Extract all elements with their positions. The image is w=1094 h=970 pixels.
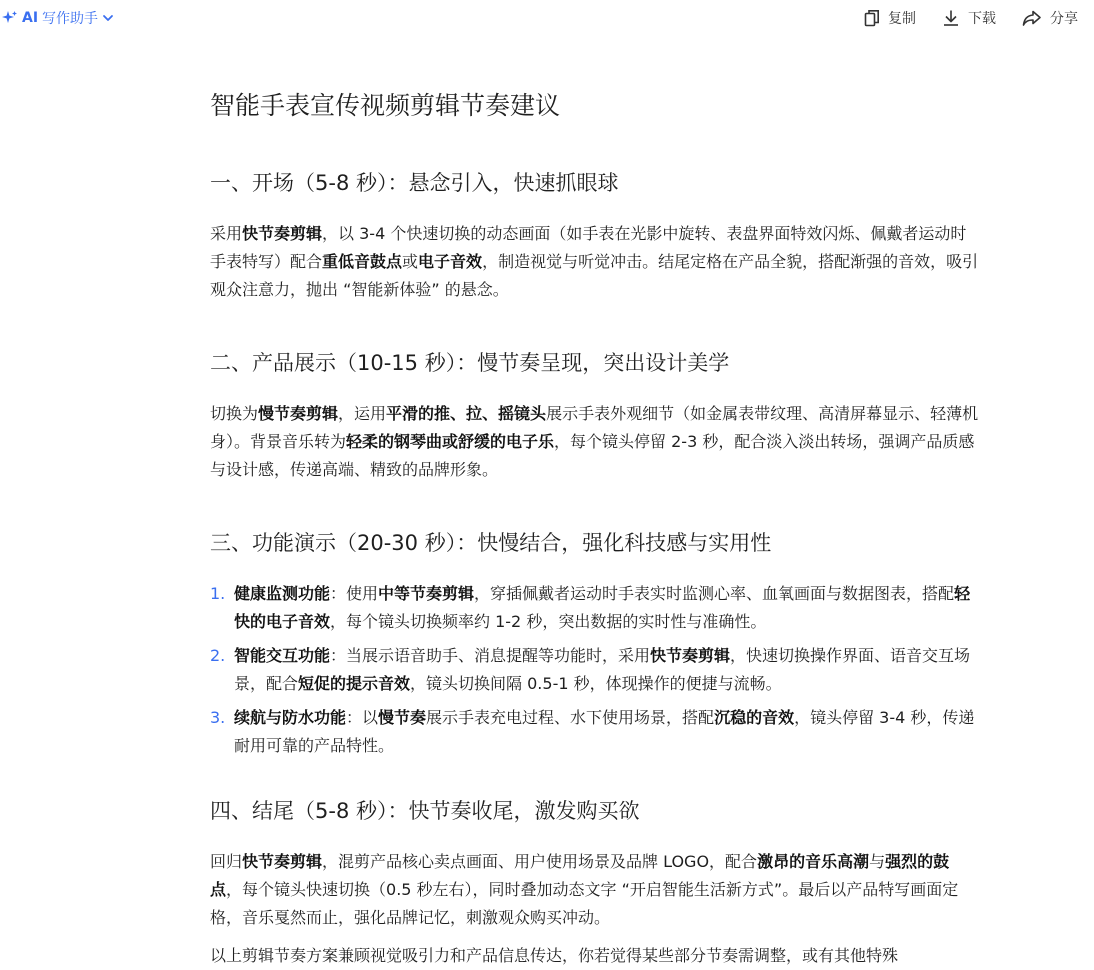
copy-icon	[864, 9, 880, 27]
text-run: 或	[402, 252, 419, 271]
bold-text: 电子音效	[418, 252, 483, 271]
text-run: 回归	[210, 852, 243, 871]
document-body	[210, 88, 980, 970]
text-run: 切换为	[210, 404, 259, 423]
bold-text: 短促的提示音效	[298, 674, 411, 693]
share-label: 分享	[1050, 11, 1078, 27]
copy-label: 复制	[888, 11, 916, 27]
text-run: ，混剪产品核心卖点画面、用户使用场景及品牌 LOGO，配合	[322, 852, 758, 871]
list-number: 1.	[210, 584, 226, 603]
bold-text: 激昂的音乐高潮	[757, 852, 870, 871]
text-run: ：使用	[330, 584, 379, 603]
top-toolbar	[0, 0, 1094, 38]
text-run: ：当展示语音助手、消息提醒等功能时，采用	[330, 646, 651, 665]
document-sections	[210, 168, 980, 932]
bold-text: 轻快的电子音效	[234, 584, 971, 631]
bold-text: 强烈的鼓点	[210, 852, 950, 899]
numbered-list	[210, 580, 980, 760]
download-button[interactable]	[942, 8, 996, 28]
text-run: 展示手表充电过程、水下使用场景，搭配	[426, 708, 715, 727]
text-run: 展示手表外观细节（如金属表带纹理、高清屏幕显示、轻薄机身）。背景音乐转为	[210, 404, 979, 451]
text-run: ，制造视觉与听觉冲击。结尾定格在产品全貌，搭配渐强的音效，吸引观众注意力，抛出 “智能新体验” 的悬念。	[210, 252, 979, 299]
bold-text: 慢节奏	[378, 708, 427, 727]
download-label: 下载	[968, 11, 996, 27]
bold-text: 重低音鼓点	[322, 252, 403, 271]
section-paragraph	[210, 220, 980, 304]
bold-text: 平滑的推、拉、摇镜头	[386, 404, 547, 423]
section-heading: 一、开场（5-8 秒）：悬念引入，快速抓眼球	[210, 171, 619, 195]
list-item	[210, 704, 980, 760]
text-run: ，每个镜头切换频率约 1-2 秒，突出数据的实时性与准确性。	[330, 612, 767, 631]
list-number: 3.	[210, 708, 226, 727]
text-run: ：以	[346, 708, 379, 727]
section-paragraph	[210, 400, 980, 484]
text-run: ，每个镜头停留 2-3 秒，配合淡入淡出转场，强调产品质感与设计感，传递高端、精致的品牌形象。	[210, 432, 975, 479]
bold-text: 快节奏剪辑	[242, 852, 323, 871]
document-title: 智能手表宣传视频剪辑节奏建议	[210, 91, 561, 120]
section-heading: 三、功能演示（20-30 秒）：快慢结合，强化科技感与实用性	[210, 531, 772, 555]
list-item	[210, 642, 980, 698]
download-icon	[942, 9, 960, 27]
text-run: ，穿插佩戴者运动时手表实时监测心率、血氧画面与数据图表，搭配	[474, 584, 955, 603]
bold-text: 健康监测功能	[234, 584, 331, 603]
section-heading: 四、结尾（5-8 秒）：快节奏收尾，激发购买欲	[210, 799, 640, 823]
ai-sub-label: 写作助手	[42, 11, 99, 27]
chevron-down-icon	[102, 12, 114, 24]
text-run: ，镜头切换间隔 0.5-1 秒，体现操作的便捷与流畅。	[410, 674, 782, 693]
bold-text: 智能交互功能	[234, 646, 331, 665]
copy-button[interactable]	[864, 8, 916, 28]
text-run: ，快速切换操作界面、语音交互场景，配合	[234, 646, 971, 693]
bold-text: 中等节奏剪辑	[378, 584, 475, 603]
doc-actions	[864, 8, 1078, 28]
share-icon	[1022, 9, 1042, 27]
text-run: ，运用	[338, 404, 387, 423]
text-run: 与	[869, 852, 886, 871]
closing-paragraph: 以上剪辑节奏方案兼顾视觉吸引力和产品信息传达，你若觉得某些部分节奏需调整，或有其他特殊	[210, 946, 899, 965]
bold-text: 轻柔的钢琴曲或舒缓的电子乐	[346, 432, 555, 451]
section-paragraph	[210, 848, 980, 932]
text-run: ，每个镜头快速切换（0.5 秒左右），同时叠加动态文字 “开启智能生活新方式”。最后以产品特写画面定格，音乐戛然而止，强化品牌记忆，刺激观众购买冲动。	[210, 880, 959, 927]
bold-text: 快节奏剪辑	[242, 224, 323, 243]
text-run: ，以 3-4 个快速切换的动态画面（如手表在光影中旋转、表盘界面特效闪烁、佩戴者运动时手表特写）配合	[210, 224, 967, 271]
text-run: ，镜头停留 3-4 秒，传递耐用可靠的产品特性。	[234, 708, 975, 755]
section-heading: 二、产品展示（10-15 秒）：慢节奏呈现，突出设计美学	[210, 351, 730, 375]
ai-label: AI	[22, 10, 39, 26]
ai-writing-assistant-button[interactable]	[2, 8, 114, 28]
sparkle-icon	[2, 10, 18, 26]
share-button[interactable]	[1022, 8, 1078, 28]
bold-text: 慢节奏剪辑	[258, 404, 339, 423]
list-number: 2.	[210, 646, 226, 665]
list-item	[210, 580, 980, 636]
bold-text: 续航与防水功能	[234, 708, 347, 727]
text-run: 采用	[210, 224, 243, 243]
bold-text: 快节奏剪辑	[650, 646, 731, 665]
bold-text: 沉稳的音效	[714, 708, 795, 727]
